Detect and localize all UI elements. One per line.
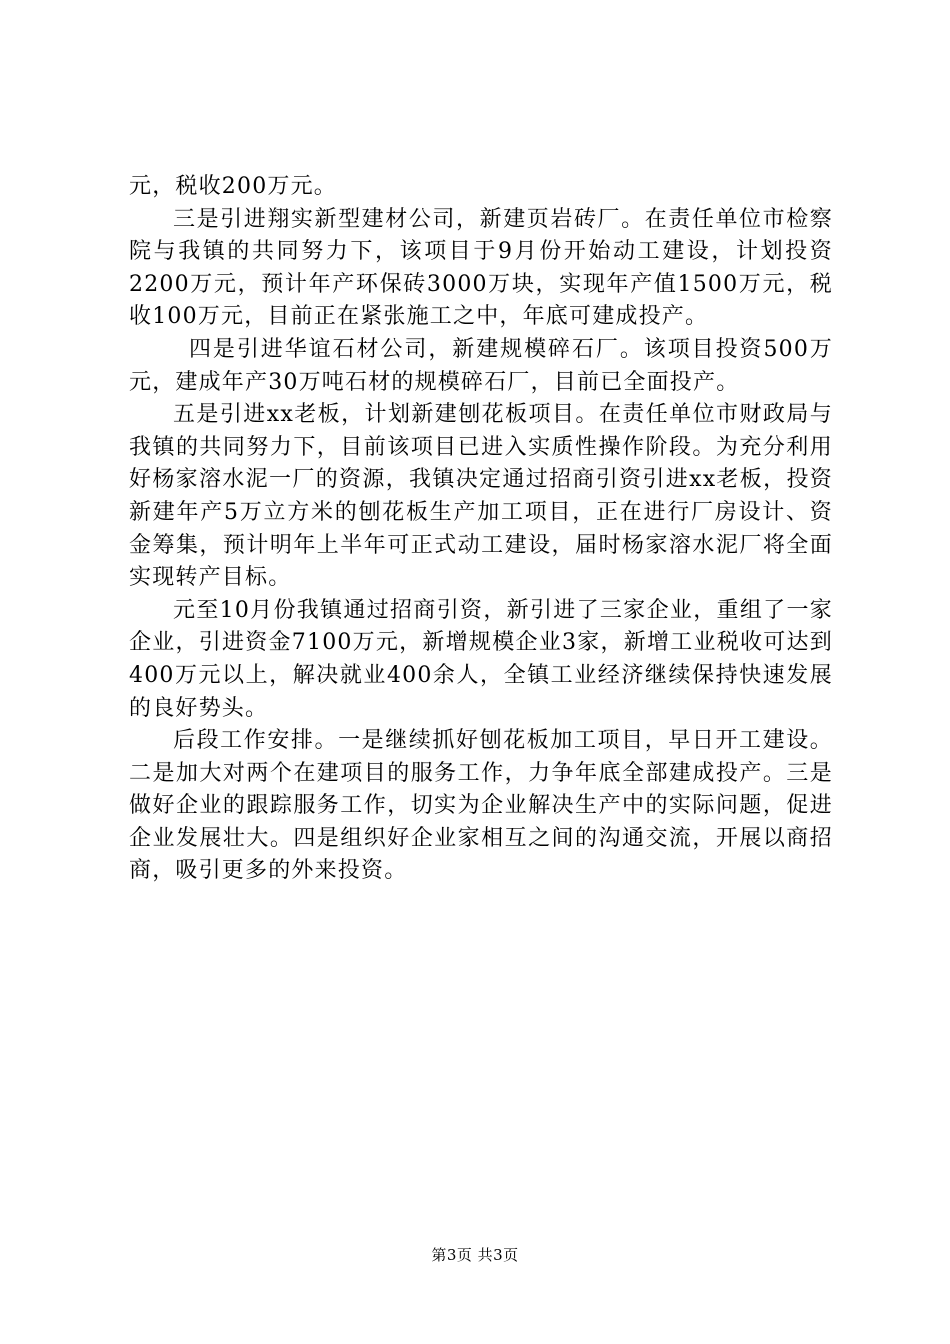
paragraph-project-4: 四是引进华谊石材公司，新建规模碎石厂。该项目投资500万元，建成年产30万吨石材的规模碎石厂，目前已全面投产。 xyxy=(129,336,833,395)
paragraph-next-steps: 后段工作安排。一是继续抓好刨花板加工项目，早日开工建设。二是加大对两个在建项目的服务工作，力争年底全部建成投产。三是做好企业的跟踪服务工作，切实为企业解决生产中的实际问题，促进企业发展壮大。四是组织好企业家相互之间的沟通交流，开展以商招商，吸引更多的外来投资。 xyxy=(129,728,833,884)
paragraph-project-3: 三是引进翔实新型建材公司，新建页岩砖厂。在责任单位市检察院与我镇的共同努力下，该项目于9月份开始动工建设，计划投资2200万元，预计年产环保砖3000万块，实现年产值1500万元，税收100万元，目前正在紧张施工之中，年底可建成投产。 xyxy=(129,206,833,330)
page-footer: 第3页 共3页 xyxy=(431,1246,519,1264)
document-body xyxy=(129,171,833,888)
paragraph-project-5: 五是引进xx老板，计划新建刨花板项目。在责任单位市财政局与我镇的共同努力下，目前该项目已进入实质性操作阶段。为充分利用好杨家溶水泥一厂的资源，我镇决定通过招商引资引进xx老板，投资新建年产5万立方米的刨花板生产加工项目，正在进行厂房设计、资金筹集，预计明年上半年可正式动工建设，届时杨家溶水泥厂将全面实现转产目标。 xyxy=(129,402,833,591)
paragraph-summary: 元至10月份我镇通过招商引资，新引进了三家企业，重组了一家企业，引进资金7100万元，新增规模企业3家，新增工业税收可达到400万元以上，解决就业400余人，全镇工业经济继续保持快速发展的良好势头。 xyxy=(129,597,833,721)
paragraph-continuation: 元，税收200万元。 xyxy=(129,174,337,199)
